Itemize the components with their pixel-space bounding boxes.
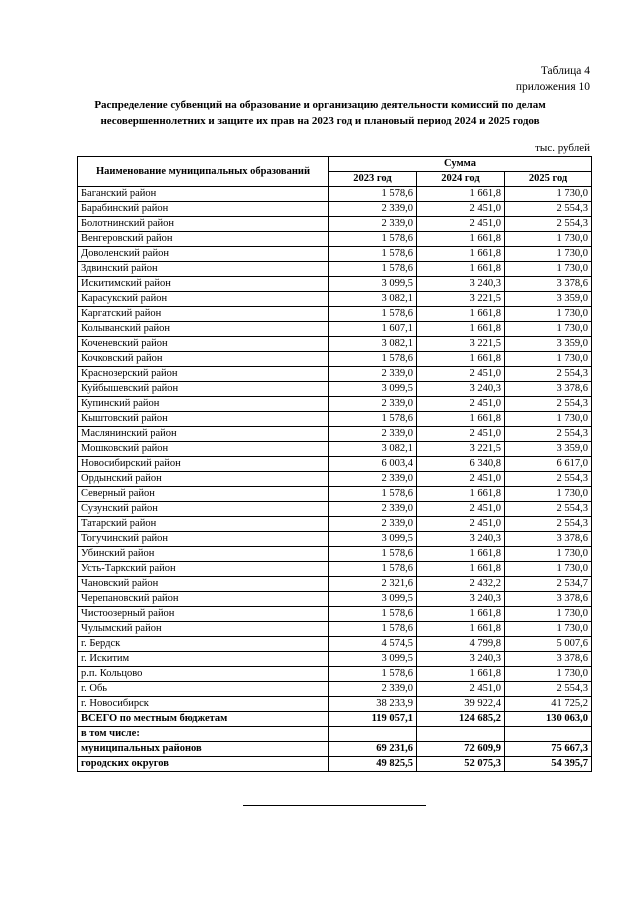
column-header-2025: 2025 год xyxy=(505,172,592,187)
appendix-label: приложения 10 xyxy=(515,81,590,93)
row-value-2024: 1 661,8 xyxy=(417,667,505,682)
row-value-2023: 3 099,5 xyxy=(329,382,417,397)
row-value-2024: 1 661,8 xyxy=(417,262,505,277)
row-value-2024: 6 340,8 xyxy=(417,457,505,472)
row-value-2025: 2 554,3 xyxy=(505,502,592,517)
row-name: Чановский район xyxy=(78,577,329,592)
table-row xyxy=(78,247,592,262)
row-value-2023: 3 099,5 xyxy=(329,592,417,607)
row-value-2025: 5 007,6 xyxy=(505,637,592,652)
row-value-2024: 3 221,5 xyxy=(417,337,505,352)
row-value-2025: 3 378,6 xyxy=(505,277,592,292)
row-value-2023: 2 339,0 xyxy=(329,517,417,532)
table-row xyxy=(78,667,592,682)
row-value-2023: 1 578,6 xyxy=(329,622,417,637)
row-name: Тогучинский район xyxy=(78,532,329,547)
row-value-2023: 119 057,1 xyxy=(329,712,417,727)
table-row xyxy=(78,697,592,712)
row-value-2025: 3 378,6 xyxy=(505,652,592,667)
table-row xyxy=(78,262,592,277)
table-row xyxy=(78,202,592,217)
table-row xyxy=(78,277,592,292)
row-value-2023: 2 321,6 xyxy=(329,577,417,592)
row-name: Убинский район xyxy=(78,547,329,562)
row-value-2023: 1 578,6 xyxy=(329,307,417,322)
row-value-2023: 2 339,0 xyxy=(329,427,417,442)
table-row xyxy=(78,547,592,562)
row-value-2023: 1 607,1 xyxy=(329,322,417,337)
row-name: Искитимский район xyxy=(78,277,329,292)
row-value-2023: 2 339,0 xyxy=(329,502,417,517)
table-row xyxy=(78,472,592,487)
column-header-2024: 2024 год xyxy=(417,172,505,187)
row-value-2023: 1 578,6 xyxy=(329,562,417,577)
row-value-2024: 3 240,3 xyxy=(417,532,505,547)
row-name: г. Бердск xyxy=(78,637,329,652)
row-value-2024: 1 661,8 xyxy=(417,307,505,322)
row-value-2024: 2 451,0 xyxy=(417,397,505,412)
table-row xyxy=(78,457,592,472)
row-value-2024: 124 685,2 xyxy=(417,712,505,727)
row-name: Мошковский район xyxy=(78,442,329,457)
row-value-2024: 1 661,8 xyxy=(417,412,505,427)
row-value-2023: 69 231,6 xyxy=(329,742,417,757)
row-value-2025: 1 730,0 xyxy=(505,262,592,277)
row-name: Кыштовский район xyxy=(78,412,329,427)
row-value-2023: 6 003,4 xyxy=(329,457,417,472)
row-value-2024: 39 922,4 xyxy=(417,697,505,712)
row-value-2025: 2 554,3 xyxy=(505,682,592,697)
row-value-2024: 2 451,0 xyxy=(417,427,505,442)
row-value-2023: 1 578,6 xyxy=(329,412,417,427)
row-name: Маслянинский район xyxy=(78,427,329,442)
row-value-2025: 3 359,0 xyxy=(505,337,592,352)
row-value-2023: 1 578,6 xyxy=(329,607,417,622)
row-value-2024: 1 661,8 xyxy=(417,622,505,637)
column-header-sum: Сумма xyxy=(329,157,592,172)
row-value-2025: 2 554,3 xyxy=(505,217,592,232)
table-row xyxy=(78,562,592,577)
row-value-2025: 3 359,0 xyxy=(505,292,592,307)
row-value-2023: 2 339,0 xyxy=(329,217,417,232)
table-row xyxy=(78,442,592,457)
table-row xyxy=(78,502,592,517)
row-value-2025: 3 378,6 xyxy=(505,382,592,397)
row-value-2025: 1 730,0 xyxy=(505,247,592,262)
row-value-2025 xyxy=(505,727,592,742)
table-row xyxy=(78,682,592,697)
row-name: Ордынский район xyxy=(78,472,329,487)
table-row xyxy=(78,757,592,772)
table-row xyxy=(78,592,592,607)
row-name: Усть-Таркский район xyxy=(78,562,329,577)
subvention-table xyxy=(77,156,592,772)
table-row xyxy=(78,337,592,352)
row-value-2024: 4 799,8 xyxy=(417,637,505,652)
row-value-2023: 1 578,6 xyxy=(329,547,417,562)
row-name: Куйбышевский район xyxy=(78,382,329,397)
row-value-2025: 1 730,0 xyxy=(505,232,592,247)
table-row xyxy=(78,307,592,322)
row-value-2024: 1 661,8 xyxy=(417,322,505,337)
column-header-name: Наименование муниципальных образований xyxy=(78,157,329,187)
table-row xyxy=(78,652,592,667)
row-name: Кочковский район xyxy=(78,352,329,367)
row-value-2024: 1 661,8 xyxy=(417,247,505,262)
row-value-2025: 1 730,0 xyxy=(505,322,592,337)
row-value-2024 xyxy=(417,727,505,742)
row-name: Каргатский район xyxy=(78,307,329,322)
row-value-2024: 1 661,8 xyxy=(417,487,505,502)
row-name: р.п. Кольцово xyxy=(78,667,329,682)
table-row xyxy=(78,712,592,727)
row-value-2024: 72 609,9 xyxy=(417,742,505,757)
row-name: г. Обь xyxy=(78,682,329,697)
table-row xyxy=(78,532,592,547)
row-name: Чистоозерный район xyxy=(78,607,329,622)
row-value-2023: 1 578,6 xyxy=(329,487,417,502)
row-value-2025: 2 554,3 xyxy=(505,397,592,412)
row-value-2024: 2 432,2 xyxy=(417,577,505,592)
title-line-2: несовершеннолетних и защите их прав на 2023 год и плановый период 2024 и 2025 годов xyxy=(100,115,540,127)
row-value-2023: 4 574,5 xyxy=(329,637,417,652)
table-row xyxy=(78,367,592,382)
row-name: Черепановский район xyxy=(78,592,329,607)
row-value-2023: 1 578,6 xyxy=(329,667,417,682)
row-value-2024: 3 240,3 xyxy=(417,277,505,292)
row-name: Барабинский район xyxy=(78,202,329,217)
row-value-2023: 2 339,0 xyxy=(329,367,417,382)
row-value-2025: 1 730,0 xyxy=(505,622,592,637)
row-value-2025: 41 725,2 xyxy=(505,697,592,712)
row-value-2023: 49 825,5 xyxy=(329,757,417,772)
row-value-2024: 52 075,3 xyxy=(417,757,505,772)
row-value-2025: 1 730,0 xyxy=(505,667,592,682)
title-line-1: Распределение субвенций на образование и организацию деятельности комиссий по делам xyxy=(94,99,546,111)
table-row xyxy=(78,427,592,442)
row-name: Колыванский район xyxy=(78,322,329,337)
row-value-2025: 1 730,0 xyxy=(505,562,592,577)
row-value-2023: 1 578,6 xyxy=(329,247,417,262)
table-row xyxy=(78,292,592,307)
row-value-2025: 1 730,0 xyxy=(505,307,592,322)
table-row xyxy=(78,217,592,232)
row-value-2025: 1 730,0 xyxy=(505,187,592,202)
row-value-2024: 1 661,8 xyxy=(417,352,505,367)
table-row xyxy=(78,232,592,247)
row-name: Новосибирский район xyxy=(78,457,329,472)
row-value-2023 xyxy=(329,727,417,742)
row-value-2023: 3 082,1 xyxy=(329,292,417,307)
row-value-2023: 2 339,0 xyxy=(329,202,417,217)
row-name: Венгеровский район xyxy=(78,232,329,247)
row-value-2023: 2 339,0 xyxy=(329,472,417,487)
units-label: тыс. рублей xyxy=(535,142,590,154)
row-value-2023: 1 578,6 xyxy=(329,262,417,277)
row-value-2025: 2 554,3 xyxy=(505,472,592,487)
row-value-2025: 54 395,7 xyxy=(505,757,592,772)
row-value-2023: 3 082,1 xyxy=(329,442,417,457)
table-row xyxy=(78,577,592,592)
table-row xyxy=(78,637,592,652)
table-row xyxy=(78,727,592,742)
row-value-2024: 1 661,8 xyxy=(417,232,505,247)
row-value-2025: 2 534,7 xyxy=(505,577,592,592)
row-value-2023: 3 099,5 xyxy=(329,277,417,292)
table-body xyxy=(78,187,592,772)
table-row xyxy=(78,397,592,412)
row-value-2025: 1 730,0 xyxy=(505,352,592,367)
row-value-2024: 1 661,8 xyxy=(417,607,505,622)
row-value-2024: 3 240,3 xyxy=(417,652,505,667)
row-value-2025: 6 617,0 xyxy=(505,457,592,472)
row-name: муниципальных районов xyxy=(78,742,329,757)
row-value-2024: 1 661,8 xyxy=(417,187,505,202)
table-row xyxy=(78,607,592,622)
row-value-2024: 1 661,8 xyxy=(417,562,505,577)
table-number: Таблица 4 xyxy=(540,65,590,77)
row-name: ВСЕГО по местным бюджетам xyxy=(78,712,329,727)
row-name: г. Искитим xyxy=(78,652,329,667)
table-row xyxy=(78,322,592,337)
row-value-2025: 2 554,3 xyxy=(505,427,592,442)
row-value-2023: 2 339,0 xyxy=(329,397,417,412)
document-title xyxy=(40,97,600,129)
row-name: Баганский район xyxy=(78,187,329,202)
row-name: Коченевский район xyxy=(78,337,329,352)
row-value-2023: 1 578,6 xyxy=(329,187,417,202)
row-value-2024: 3 221,5 xyxy=(417,292,505,307)
row-value-2024: 3 240,3 xyxy=(417,382,505,397)
row-value-2023: 2 339,0 xyxy=(329,682,417,697)
row-value-2024: 2 451,0 xyxy=(417,472,505,487)
row-value-2024: 2 451,0 xyxy=(417,502,505,517)
row-name: г. Новосибирск xyxy=(78,697,329,712)
row-value-2024: 2 451,0 xyxy=(417,202,505,217)
row-value-2025: 1 730,0 xyxy=(505,547,592,562)
row-value-2024: 2 451,0 xyxy=(417,517,505,532)
row-value-2025: 3 378,6 xyxy=(505,532,592,547)
row-value-2023: 3 099,5 xyxy=(329,652,417,667)
row-name: Карасукский район xyxy=(78,292,329,307)
row-name: Сузунский район xyxy=(78,502,329,517)
row-value-2023: 3 082,1 xyxy=(329,337,417,352)
row-value-2025: 130 063,0 xyxy=(505,712,592,727)
row-name: Болотнинский район xyxy=(78,217,329,232)
row-value-2025: 1 730,0 xyxy=(505,487,592,502)
row-value-2024: 3 221,5 xyxy=(417,442,505,457)
row-value-2025: 3 378,6 xyxy=(505,592,592,607)
row-value-2025: 75 667,3 xyxy=(505,742,592,757)
row-value-2025: 2 554,3 xyxy=(505,202,592,217)
table-row xyxy=(78,487,592,502)
table-row xyxy=(78,187,592,202)
row-value-2023: 3 099,5 xyxy=(329,532,417,547)
row-value-2023: 1 578,6 xyxy=(329,352,417,367)
row-value-2023: 38 233,9 xyxy=(329,697,417,712)
row-value-2024: 2 451,0 xyxy=(417,682,505,697)
table-row xyxy=(78,352,592,367)
row-value-2024: 2 451,0 xyxy=(417,217,505,232)
row-name: Доволенский район xyxy=(78,247,329,262)
row-value-2025: 1 730,0 xyxy=(505,412,592,427)
row-value-2025: 2 554,3 xyxy=(505,517,592,532)
row-name: в том числе: xyxy=(78,727,329,742)
table-row xyxy=(78,382,592,397)
row-value-2024: 3 240,3 xyxy=(417,592,505,607)
row-name: Татарский район xyxy=(78,517,329,532)
row-value-2024: 2 451,0 xyxy=(417,367,505,382)
row-value-2025: 2 554,3 xyxy=(505,367,592,382)
row-value-2023: 1 578,6 xyxy=(329,232,417,247)
table-row xyxy=(78,742,592,757)
row-name: Чулымский район xyxy=(78,622,329,637)
row-name: городских округов xyxy=(78,757,329,772)
row-value-2024: 1 661,8 xyxy=(417,547,505,562)
footer-separator xyxy=(243,805,426,806)
row-value-2025: 3 359,0 xyxy=(505,442,592,457)
row-name: Здвинский район xyxy=(78,262,329,277)
table-row xyxy=(78,622,592,637)
table-row xyxy=(78,412,592,427)
row-name: Северный район xyxy=(78,487,329,502)
column-header-2023: 2023 год xyxy=(329,172,417,187)
row-value-2025: 1 730,0 xyxy=(505,607,592,622)
table-row xyxy=(78,517,592,532)
row-name: Купинский район xyxy=(78,397,329,412)
row-name: Краснозерский район xyxy=(78,367,329,382)
